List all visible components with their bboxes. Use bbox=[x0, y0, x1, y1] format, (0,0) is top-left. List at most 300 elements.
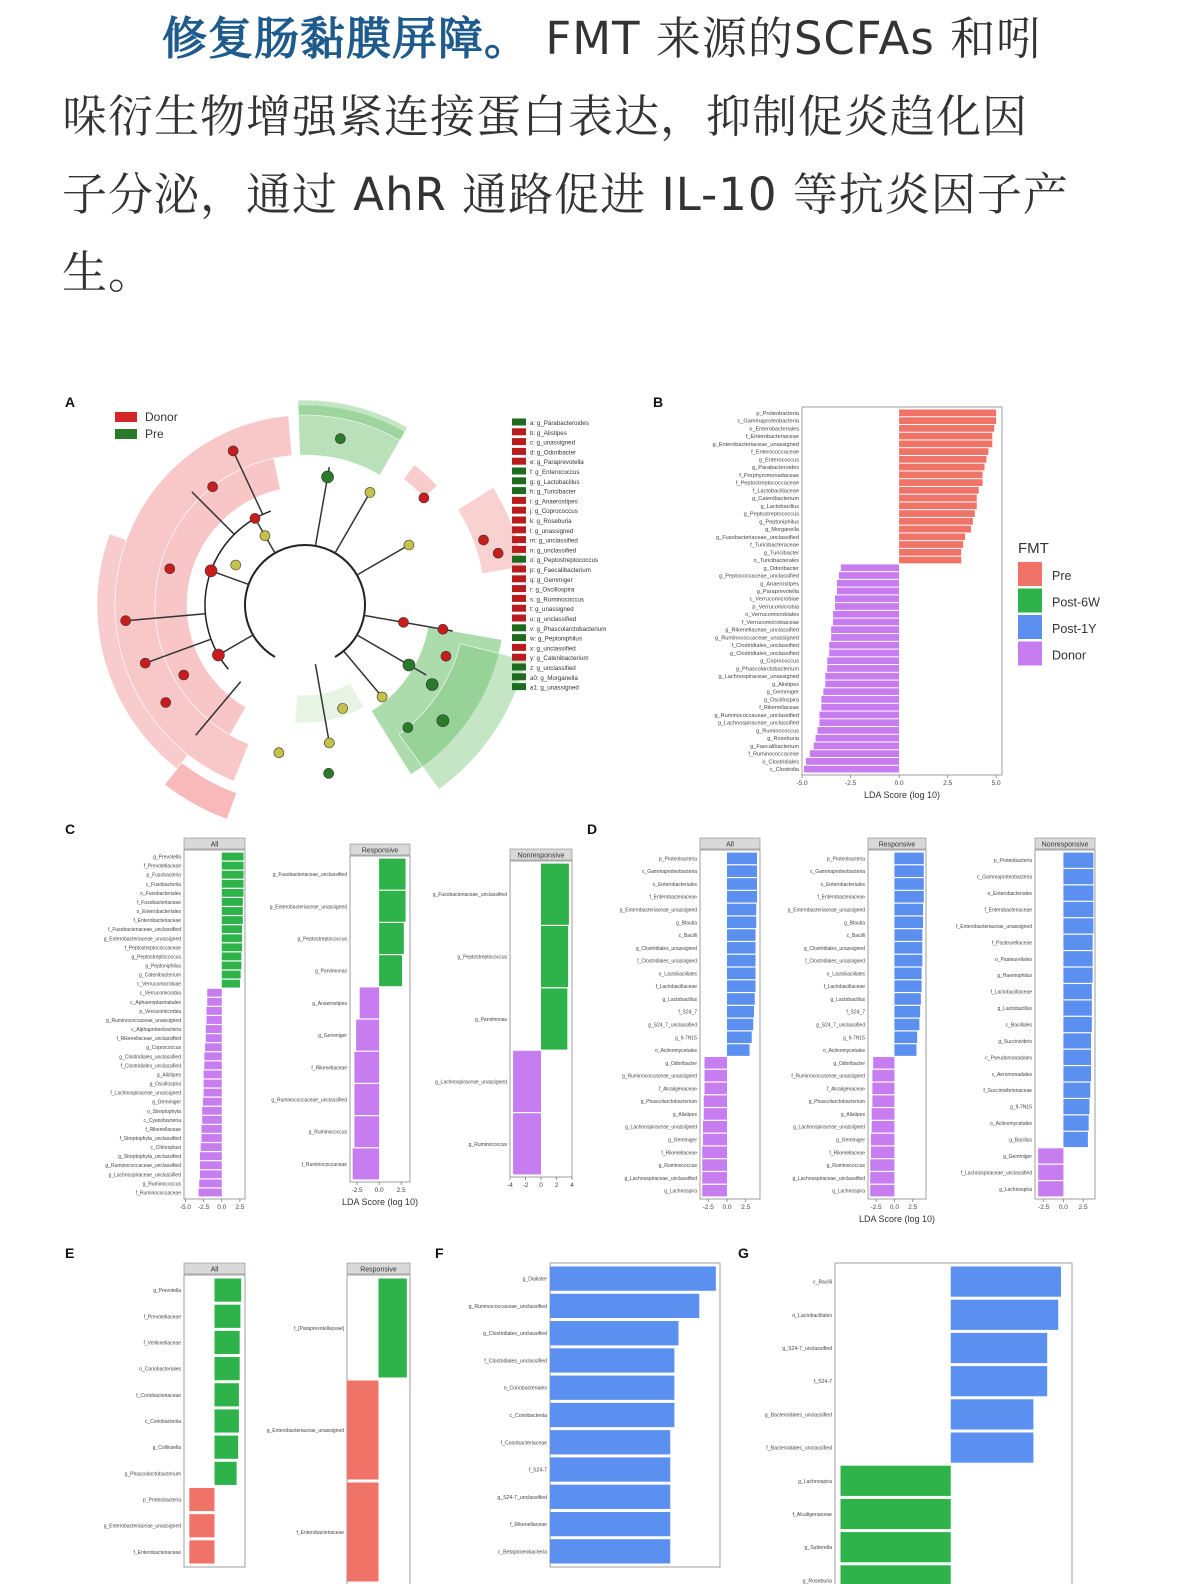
chart-bar bbox=[222, 952, 242, 960]
chart-bar bbox=[550, 1403, 674, 1427]
chart-category-label: g_S24_7_unclassified bbox=[648, 1022, 697, 1029]
clade-node bbox=[260, 531, 270, 541]
chart-category-label: f_Lachnospiraceae_unclassified bbox=[960, 1170, 1032, 1177]
chart-category-label: p_Verrucomicrobia bbox=[139, 1008, 181, 1015]
legend-swatch-pre bbox=[115, 429, 137, 439]
article-line bbox=[62, 0, 1122, 78]
chart-bar bbox=[206, 1025, 222, 1033]
chart-category-label: g_Phascolarctobacterium bbox=[735, 666, 799, 673]
clade-node bbox=[212, 649, 224, 661]
chart-category-label: g_Lactobacillus bbox=[760, 503, 799, 510]
chart-bar bbox=[550, 1376, 674, 1400]
chart-category-label: g_Peptoniphilus bbox=[145, 963, 181, 970]
chart-bar bbox=[727, 916, 756, 928]
chart-category-label: g_Enterobacteriaceae_unassigned bbox=[619, 907, 697, 914]
chart-category-label: f_Enterobacteriaceae bbox=[817, 894, 865, 901]
chart-category-label: g_Haemophilus bbox=[997, 973, 1032, 980]
chart-category-label: g_Lachnospiraceae_unclassified bbox=[717, 720, 799, 727]
chart-bar bbox=[804, 766, 899, 773]
clade-node bbox=[335, 434, 345, 444]
clade-branch bbox=[357, 545, 409, 575]
clade-branch bbox=[357, 635, 426, 675]
chart-category-label: g_Enterobacteriaceae_unassigned bbox=[269, 904, 347, 911]
chart-category-label: f_Lactobacillaceae bbox=[752, 488, 799, 495]
axis-tick-label: 2.5 bbox=[741, 1204, 751, 1211]
chart-bar bbox=[727, 1006, 754, 1018]
chart-category-label: g_Gemmiger bbox=[318, 1033, 347, 1040]
section-heading: 修复肠黏膜屏障。 bbox=[162, 12, 531, 65]
chart-category-label: g_Sutterella bbox=[804, 1545, 832, 1552]
chart-bar bbox=[899, 479, 982, 486]
chart-bar bbox=[806, 758, 899, 765]
cladogram-key-label: e: g_Paraprevotella bbox=[530, 459, 584, 467]
chart-bar bbox=[1063, 902, 1093, 917]
facet-title: Responsive bbox=[878, 841, 916, 849]
chart-category-label: g_S24-7_unclassified bbox=[782, 1346, 832, 1352]
chart-bar bbox=[1063, 918, 1093, 933]
chart-category-label: c_Coriobacteriia bbox=[144, 1419, 181, 1425]
chart-bar bbox=[222, 853, 244, 861]
chart-bar bbox=[541, 988, 567, 1049]
chart-bar bbox=[727, 968, 756, 980]
chart-bar bbox=[207, 1007, 222, 1015]
cladogram-key-swatch bbox=[512, 477, 526, 484]
chart-bar bbox=[872, 1095, 894, 1107]
chart-category-label: g_Parabacteroides bbox=[752, 465, 799, 472]
clade-shade-donor-small bbox=[404, 465, 438, 498]
chart-category-label: g_Clostridiales_unclassified bbox=[729, 650, 799, 657]
cladogram-key-label: m: g_unclassified bbox=[530, 537, 578, 545]
clade-root-arc bbox=[245, 545, 365, 657]
chart-bar bbox=[1063, 951, 1092, 966]
chart-category-label: f_Clostridiales_unclassified bbox=[731, 643, 799, 650]
facet-title: Responsive bbox=[360, 1266, 397, 1274]
chart-category-label: f_Clostridiales_unclassified bbox=[120, 1063, 181, 1070]
chart-bar bbox=[894, 993, 920, 1005]
chart-bar bbox=[189, 1488, 214, 1511]
cladogram-key-swatch bbox=[512, 468, 526, 475]
chart-category-label: f_Enterobacteriaceae_unassigned bbox=[956, 923, 1032, 930]
chart-bar bbox=[816, 735, 899, 742]
cladogram-key-label: q: g_Gemmiger bbox=[530, 576, 573, 584]
chart-bar bbox=[204, 1052, 221, 1060]
chart-category-label: g_Peptoniphilus bbox=[759, 519, 799, 526]
chart-category-label: c_Pseudomonadales bbox=[985, 1055, 1032, 1062]
chart-category-label: g_Blautia bbox=[844, 920, 865, 927]
axis-tick-label: 0 bbox=[539, 1182, 543, 1189]
chart-category-label: c_Verrucomicrobia bbox=[139, 990, 181, 997]
chart-category-label: g_Lachnospiraceae_unassigned bbox=[434, 1079, 507, 1086]
chart-bar bbox=[379, 859, 405, 890]
cladogram-key-label: a0: g_Morganella bbox=[530, 674, 578, 682]
chart-bar bbox=[189, 1540, 214, 1563]
chart-bar bbox=[360, 987, 379, 1018]
chart-category-label: c_Bacilli bbox=[812, 1279, 832, 1286]
cladogram-key-swatch bbox=[512, 448, 526, 455]
chart-bar bbox=[827, 657, 899, 664]
chart-bar bbox=[727, 993, 755, 1005]
chart-category-label: g_Fusobacteriaceae_unclassified bbox=[715, 534, 799, 541]
chart-category-label: g_Ruminococcus bbox=[308, 1129, 347, 1136]
article-line bbox=[62, 234, 1122, 312]
chart-bar bbox=[222, 943, 242, 951]
chart-category-label: g_Clostridiales_unclassified bbox=[119, 1054, 181, 1061]
chart-category-label: g_Enterobacteriaceae_unassigned bbox=[712, 441, 799, 448]
chart-category-label: f_Fusobacteriaceae_unclassified bbox=[108, 927, 181, 934]
chart-category-label: f_Alcaligenaceae bbox=[658, 1086, 697, 1093]
chart-category-label: f_Lachnospiraceae_unassigned bbox=[110, 1090, 181, 1097]
chart-bar bbox=[705, 1070, 728, 1082]
cladogram-key-swatch bbox=[512, 664, 526, 671]
chart-bar bbox=[899, 456, 986, 463]
chart-bar bbox=[951, 1366, 1047, 1396]
chart-category-label: g_Peptostreptococcus bbox=[131, 954, 181, 961]
chart-category-label: g_Ruminococcaceae_unclassified bbox=[468, 1303, 547, 1310]
facet-title: All bbox=[210, 1266, 219, 1274]
chart-bar bbox=[872, 1070, 894, 1082]
chart-category-label: g_Rikenellaceae_unclassified bbox=[725, 627, 799, 634]
clade-node bbox=[365, 487, 375, 497]
chart-category-label: g_Fusobacteriaceae_unclassified bbox=[432, 892, 507, 899]
chart-category-label: c_Gammaproteobacteria bbox=[809, 869, 865, 876]
chart-bar bbox=[215, 1357, 240, 1380]
axis-title: LDA Score (log 10) bbox=[858, 1214, 936, 1224]
cladogram-key-label: d: g_Odoribacter bbox=[530, 449, 577, 457]
chart-category-label: f_Ruminococcaceae bbox=[135, 1190, 181, 1197]
panel-label-a: A bbox=[65, 394, 76, 410]
chart-bar bbox=[222, 907, 243, 915]
clade-node bbox=[324, 738, 334, 748]
chart-category-label: f_S24_7 bbox=[678, 1009, 697, 1016]
chart-bar bbox=[951, 1399, 1034, 1429]
chart-bar bbox=[951, 1433, 1034, 1463]
chart-bar bbox=[1063, 968, 1092, 983]
cladogram-key-swatch bbox=[512, 644, 526, 651]
facet-title: All bbox=[210, 841, 219, 849]
clade-node bbox=[208, 482, 218, 492]
chart-category-label: g_Ruminococcaceae_unclassified bbox=[105, 1163, 181, 1170]
chart-bar bbox=[894, 916, 923, 928]
chart-category-label: o_Pasteurellales bbox=[995, 956, 1032, 963]
chart-bar bbox=[894, 904, 923, 916]
axis-tick-label: 0.0 bbox=[217, 1204, 227, 1211]
article-line-text: 生。 bbox=[62, 246, 155, 299]
chart-bar bbox=[894, 878, 923, 890]
chart-bar bbox=[201, 1125, 221, 1133]
chart-category-label: g_Ruminococcus bbox=[468, 1141, 507, 1148]
chart-bar bbox=[841, 564, 899, 571]
chart-category-label: c_Gammaproteobacteria bbox=[641, 869, 697, 876]
chart-bar bbox=[1038, 1181, 1063, 1196]
chart-category-label: g_Alistipes bbox=[156, 1072, 181, 1079]
chart-category-label: g_Alistipes bbox=[771, 681, 799, 688]
chart-category-label: f_Bacteroidales_unclassified bbox=[766, 1445, 832, 1452]
cladogram-key-swatch bbox=[512, 615, 526, 622]
chart-bar bbox=[1063, 885, 1093, 900]
chart-bar bbox=[727, 955, 756, 967]
chart-category-label: g_Gemmiger bbox=[1003, 1153, 1032, 1160]
chart-bar bbox=[207, 1016, 222, 1024]
chart-category-label: g_Ruminococcus bbox=[142, 1181, 181, 1188]
chart-category-label: g_Parvimonas bbox=[315, 968, 347, 975]
chart-category-label: g_Gemmiger bbox=[668, 1137, 697, 1144]
chart-bar bbox=[829, 650, 899, 657]
chart-category-label: f_Peptostreptococcaceae bbox=[735, 480, 799, 487]
chart-bar bbox=[819, 719, 899, 726]
panel-label-c: C bbox=[65, 821, 76, 837]
chart-category-label: g_Gemmiger bbox=[836, 1137, 865, 1144]
cladogram-key-swatch bbox=[512, 634, 526, 641]
chart-category-label: g_Ruminococcaceae_unclassified bbox=[271, 1097, 347, 1104]
chart-category-label: o_Coriobacteriales bbox=[503, 1385, 547, 1392]
chart-category-label: g_Bacillus bbox=[1009, 1137, 1032, 1144]
clade-node bbox=[140, 658, 150, 668]
clade-node bbox=[121, 616, 131, 626]
clade-node bbox=[398, 617, 408, 627]
chart-bar bbox=[513, 1051, 541, 1112]
chart-bar bbox=[951, 1300, 1058, 1330]
clade-node bbox=[404, 540, 414, 550]
chart-category-label: g_Turicibacter bbox=[763, 550, 799, 557]
clade-node bbox=[437, 715, 449, 727]
legend-swatch bbox=[1018, 642, 1042, 666]
chart-bar bbox=[899, 440, 992, 447]
chart-bar bbox=[839, 572, 899, 579]
chart-category-label: g_Anaerostipes bbox=[760, 581, 799, 588]
legend-label: Pre bbox=[1052, 569, 1072, 583]
chart-category-label: f_Verrucomicrobiaceae bbox=[741, 619, 799, 626]
chart-category-label: g_Odoribacter bbox=[665, 1060, 697, 1067]
chart-bar bbox=[207, 998, 222, 1006]
chart-bar bbox=[823, 688, 899, 695]
chart-category-label: f_Enterobacteriaceae bbox=[745, 434, 799, 441]
chart-bar bbox=[894, 1031, 917, 1043]
chart-category-label: g_Morganella bbox=[765, 527, 799, 534]
cladogram-key-swatch bbox=[512, 497, 526, 504]
chart-bar bbox=[727, 853, 757, 865]
chart-bar bbox=[200, 1152, 222, 1160]
chart-bar bbox=[894, 980, 921, 992]
chart-bar bbox=[810, 750, 899, 757]
chart-category-label: g_Enterobacteriaceae_unassigned bbox=[787, 907, 865, 914]
chart-bar bbox=[1063, 1115, 1088, 1130]
chart-category-label: f_Clostridiales_unclassified bbox=[484, 1358, 547, 1365]
chart-bar bbox=[899, 502, 977, 509]
chart-category-label: o_Fusobacteriales bbox=[140, 890, 181, 897]
cladogram-key-label: c: g_unassigned bbox=[530, 439, 576, 447]
chart-bar bbox=[379, 1279, 407, 1378]
chart-category-label: f_Peptostreptococcaceae bbox=[124, 945, 181, 952]
chart-category-label: f_Lactobacillaceae bbox=[990, 989, 1032, 996]
cladogram-key-swatch bbox=[512, 507, 526, 514]
chart-bar bbox=[871, 1134, 894, 1146]
chart-category-label: g_Lachnospiraceae_unassigned bbox=[718, 674, 799, 681]
chart-category-label: f_Veillonellaceae bbox=[143, 1340, 181, 1347]
chart-bar bbox=[202, 1107, 222, 1115]
chart-bar bbox=[201, 1134, 221, 1142]
chart-category-label: g_Roseburia bbox=[802, 1578, 832, 1584]
clade-node bbox=[426, 678, 438, 690]
chart-bar bbox=[222, 962, 242, 970]
clade-node bbox=[165, 564, 175, 574]
chart-bar bbox=[204, 1061, 221, 1069]
facet-title: Responsive bbox=[361, 847, 399, 855]
chart-category-label: p_Proteobacteria bbox=[993, 858, 1032, 865]
chart-bar bbox=[841, 1499, 951, 1529]
chart-category-label: g_Collinsella bbox=[152, 1445, 181, 1452]
chart-category-label: f_Enterobacteriaceae bbox=[984, 907, 1032, 914]
clade-node bbox=[322, 471, 334, 483]
cladogram-key-label: u: g_unclassified bbox=[530, 616, 577, 623]
chart-bar bbox=[894, 929, 922, 941]
chart-bar bbox=[1063, 1050, 1091, 1065]
chart-category-label: g_Lactobacillus bbox=[662, 996, 697, 1003]
chart-bar bbox=[1063, 1083, 1090, 1098]
chart-category-label: g_Peptostreptococcus bbox=[297, 936, 347, 943]
chart-category-label: g_Oscillospira bbox=[149, 1081, 181, 1088]
chart-bar bbox=[222, 880, 244, 888]
chart-category-label: c_Verrucomicrobiae bbox=[749, 596, 799, 603]
chart-bar bbox=[550, 1539, 670, 1563]
chart-category-label: g_Lactobacillus bbox=[997, 1006, 1032, 1013]
chart-bar bbox=[550, 1294, 699, 1318]
chart-bar bbox=[704, 1108, 727, 1120]
chart-category-label: g_Alistipes bbox=[840, 1111, 865, 1118]
lefse-figure bbox=[60, 385, 1120, 1584]
chart-category-label: o_Clostridiales bbox=[762, 759, 799, 766]
chart-bar bbox=[899, 471, 982, 478]
chart-bar bbox=[833, 611, 899, 618]
chart-bar bbox=[870, 1185, 894, 1197]
chart-bar bbox=[550, 1348, 674, 1372]
chart-category-label: g_Coprococcus bbox=[146, 1045, 181, 1052]
chart-bar bbox=[379, 891, 405, 922]
chart-bar bbox=[899, 510, 975, 517]
chart-category-label: f_Alcaligenaceae bbox=[792, 1512, 832, 1518]
chart-category-label: c_Verrucomicrobiae bbox=[136, 981, 181, 988]
chart-category-label: o_Lactobacillales bbox=[658, 971, 697, 978]
chart-category-label: c_Clostridia bbox=[769, 767, 799, 774]
chart-bar bbox=[899, 495, 977, 502]
chart-bar bbox=[703, 1134, 727, 1146]
chart-category-label: g_Ruminococcus bbox=[826, 1163, 865, 1170]
chart-bar bbox=[819, 712, 899, 719]
article-line-text: 哚衍生物增强紧连接蛋白表达，抑制促炎趋化因 bbox=[62, 90, 1029, 143]
cladogram-key-swatch bbox=[512, 683, 526, 690]
chart-bar bbox=[1063, 853, 1093, 868]
chart-bar bbox=[1063, 1033, 1091, 1048]
chart-category-label: g_S24-7_unclassified bbox=[497, 1494, 547, 1501]
chart-bar bbox=[702, 1159, 727, 1171]
chart-bar bbox=[222, 862, 244, 870]
chart-bar bbox=[835, 595, 899, 602]
chart-bar bbox=[899, 487, 979, 494]
chart-bar bbox=[727, 929, 756, 941]
axis-tick-label: -5.0 bbox=[179, 1204, 192, 1211]
chart-bar bbox=[200, 1170, 222, 1178]
article-line-text: FMT 来源的SCFAs 和吲 bbox=[530, 12, 1043, 65]
chart-category-label: g_Odoribacter bbox=[833, 1060, 865, 1067]
chart-category-label: g_Oscillospira bbox=[763, 697, 799, 704]
axis-tick-label: 0.0 bbox=[894, 780, 904, 787]
chart-bar bbox=[899, 425, 994, 432]
chart-category-label: g_Ruminococcaceae_unclassified bbox=[714, 712, 799, 719]
axis-title: LDA Score (log 10) bbox=[341, 1197, 419, 1207]
chart-bar bbox=[727, 865, 757, 877]
chart-category-label: g_Alistipes bbox=[672, 1111, 697, 1118]
clade-node bbox=[419, 493, 429, 503]
chart-bar bbox=[199, 1189, 222, 1197]
chart-bar bbox=[550, 1457, 670, 1481]
clade-node bbox=[205, 565, 217, 577]
chart-category-label: o_Enterobacteriales bbox=[652, 881, 697, 888]
chart-bar bbox=[899, 518, 973, 525]
chart-bar bbox=[704, 1095, 727, 1107]
chart-bar bbox=[215, 1305, 241, 1328]
chart-category-label: f_Turicibacteraceae bbox=[750, 542, 799, 549]
chart-category-label: f_Rikenellaceae bbox=[829, 1150, 865, 1157]
axis-tick-label: 2.5 bbox=[943, 780, 953, 787]
cladogram-key-label: i: g_Anaerostipes bbox=[530, 498, 578, 506]
chart-bar bbox=[354, 1116, 379, 1147]
chart-bar bbox=[222, 980, 240, 988]
chart-category-label: f_Lactobacillaceae bbox=[655, 984, 697, 991]
axis-tick-label: 0.0 bbox=[722, 1204, 732, 1211]
chart-category-label: g_Catenibacterium bbox=[139, 972, 181, 979]
chart-bar bbox=[894, 865, 923, 877]
chart-category-label: g_Clostridiales_unassigned bbox=[635, 945, 697, 952]
chart-bar bbox=[894, 853, 923, 865]
chart-category-label: c_Betaproteobacteria bbox=[497, 1549, 547, 1556]
axis-tick-label: 2.5 bbox=[235, 1204, 245, 1211]
cladogram-key-label: z: g_unclassified bbox=[530, 665, 576, 672]
chart-category-label: o_Actinomycetales bbox=[655, 1048, 697, 1055]
chart-category-label: f_Alcaligenaceae bbox=[826, 1086, 865, 1093]
axis-title: LDA Score (log 10) bbox=[863, 790, 941, 800]
chart-bar bbox=[1063, 935, 1092, 950]
chart-bar bbox=[727, 891, 757, 903]
chart-bar bbox=[727, 904, 756, 916]
chart-bar bbox=[222, 898, 243, 906]
chart-bar bbox=[550, 1430, 670, 1454]
chart-category-label: f_Coriobacteriaceae bbox=[500, 1440, 547, 1447]
chart-category-label: f_[Paraprevotellaceae] bbox=[293, 1326, 344, 1332]
chart-bar bbox=[1063, 1017, 1091, 1032]
chart-category-label: o_Enterobacteriales bbox=[749, 426, 799, 433]
cladogram-key-label: o: g_Peptostreptococcus bbox=[530, 557, 599, 565]
chart-category-label: g_Succinivibrio bbox=[998, 1038, 1032, 1045]
chart-bar bbox=[347, 1483, 379, 1582]
chart-bar bbox=[550, 1321, 679, 1345]
chart-bar bbox=[702, 1172, 727, 1184]
chart-bar bbox=[202, 1116, 222, 1124]
chart-category-label: f_Rikenellaceae_unclassified bbox=[116, 1036, 181, 1043]
chart-category-label: f_S24-7 bbox=[528, 1467, 547, 1474]
chart-bar bbox=[899, 448, 988, 455]
chart-bar bbox=[513, 1113, 541, 1174]
chart-bar bbox=[894, 1044, 916, 1056]
chart-bar bbox=[189, 1514, 214, 1537]
chart-bar bbox=[951, 1267, 1061, 1297]
legend-label-pre: Pre bbox=[145, 427, 164, 441]
chart-category-label: g_Peptostreptococcus bbox=[743, 511, 799, 518]
chart-category-label: g_Odoribacter bbox=[763, 565, 799, 572]
chart-category-label: g_Lachnospiraceae_unclassified bbox=[624, 1175, 697, 1182]
chart-bar bbox=[1063, 984, 1091, 999]
chart-bar bbox=[899, 549, 961, 556]
cladogram-key-swatch bbox=[512, 428, 526, 435]
clade-node bbox=[441, 651, 451, 661]
